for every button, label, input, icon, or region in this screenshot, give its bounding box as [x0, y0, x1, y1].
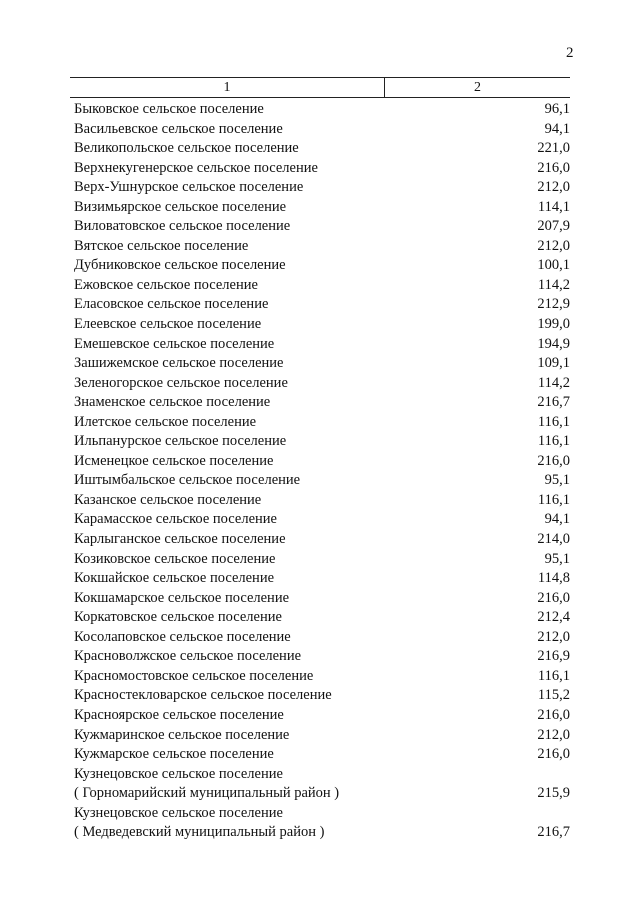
settlement-value: 216,0 [537, 589, 570, 606]
settlement-name-line: Верхнекугенерское сельское поселение [74, 159, 318, 176]
settlement-name [70, 530, 500, 550]
settlement-name-line: Васильевское сельское поселение [74, 120, 283, 137]
settlement-value: 212,0 [537, 726, 570, 743]
settlement-name [70, 667, 500, 687]
table-body [70, 98, 570, 843]
settlement-name [70, 413, 500, 433]
settlement-name [70, 804, 500, 843]
table-row [70, 217, 570, 237]
table-row [70, 393, 570, 413]
settlement-name-line: Кужмаринское сельское поселение [74, 726, 290, 743]
settlement-value: 114,8 [537, 570, 570, 587]
settlement-value: 94,1 [544, 120, 570, 137]
settlement-name [70, 315, 500, 335]
settlement-value: 216,7 [537, 824, 570, 841]
table-row [70, 120, 570, 140]
settlement-value: 216,0 [537, 159, 570, 176]
settlement-name-line: Зашижемское сельское поселение [74, 355, 284, 372]
settlement-name-line: Кузнецовское сельское поселение [74, 804, 283, 821]
settlement-name [70, 100, 500, 120]
settlement-name [70, 159, 500, 179]
settlement-name [70, 745, 500, 765]
settlement-value: 212,0 [537, 628, 570, 645]
table-row [70, 550, 570, 570]
table-row [70, 198, 570, 218]
page-number: 2 [566, 45, 574, 61]
settlement-name [70, 686, 500, 706]
table-row [70, 374, 570, 394]
settlement-value: 207,9 [537, 218, 570, 235]
settlement-name-line: Дубниковское сельское поселение [74, 257, 286, 274]
settlement-value: 212,9 [537, 296, 570, 313]
table-row [70, 647, 570, 667]
settlement-name [70, 198, 500, 218]
settlement-name [70, 628, 500, 648]
settlement-name-line: Коркатовское сельское поселение [74, 609, 282, 626]
settlement-name-line: Карамасское сельское поселение [74, 511, 277, 528]
table-row [70, 628, 570, 648]
settlement-name-line: Кокшамарское сельское поселение [74, 589, 290, 606]
settlement-name-line: Ежовское сельское поселение [74, 276, 258, 293]
settlement-name [70, 393, 500, 413]
settlement-name [70, 765, 500, 804]
settlement-name-line: Иштымбальское сельское поселение [74, 472, 301, 489]
table-row [70, 159, 570, 179]
settlement-name-line: Косолаповское сельское поселение [74, 628, 291, 645]
table-header [70, 77, 570, 98]
table-row [70, 178, 570, 198]
settlement-name [70, 491, 500, 511]
settlement-value: 221,0 [537, 140, 570, 157]
settlement-name-line: Верх-Ушнурское сельское поселение [74, 179, 304, 196]
settlement-name-line: Казанское сельское поселение [74, 491, 262, 508]
settlement-value: 100,1 [537, 257, 570, 274]
table-row [70, 335, 570, 355]
settlement-name [70, 510, 500, 530]
settlement-value: 212,0 [537, 179, 570, 196]
settlement-value: 114,1 [537, 198, 570, 215]
settlement-value: 95,1 [544, 472, 570, 489]
settlement-name [70, 120, 500, 140]
table-row [70, 237, 570, 257]
settlement-name-line: Виловатовское сельское поселение [74, 218, 291, 235]
settlement-value: 216,0 [537, 452, 570, 469]
settlement-value: 215,9 [537, 785, 570, 802]
table-row [70, 510, 570, 530]
table-row [70, 452, 570, 472]
table-row [70, 608, 570, 628]
table-row [70, 413, 570, 433]
table-row [70, 471, 570, 491]
table-row [70, 589, 570, 609]
table-row [70, 315, 570, 335]
settlement-name-line: Исменецкое сельское поселение [74, 452, 274, 469]
settlement-value: 115,2 [537, 687, 570, 704]
settlement-name [70, 354, 500, 374]
settlement-name-line: Красноволжское сельское поселение [74, 648, 302, 665]
table-row [70, 354, 570, 374]
table-row [70, 256, 570, 276]
settlement-name [70, 139, 500, 159]
settlement-name-line: Кужмарское сельское поселение [74, 746, 274, 763]
settlement-name-line: ( Медведевский муниципальный район ) [74, 824, 325, 841]
settlement-name-line: Визимьярское сельское поселение [74, 198, 287, 215]
settlement-value: 212,0 [537, 237, 570, 254]
settlement-value: 94,1 [544, 511, 570, 528]
settlement-name [70, 432, 500, 452]
settlement-name-line: Кокшайское сельское поселение [74, 570, 275, 587]
settlement-value: 109,1 [537, 355, 570, 372]
table-row [70, 569, 570, 589]
settlement-name-line: Илетское сельское поселение [74, 413, 257, 430]
table-row [70, 765, 570, 804]
settlement-name-line: ( Горномарийский муниципальный район ) [74, 785, 340, 802]
settlement-name-line: Знаменское сельское поселение [74, 394, 271, 411]
settlement-name [70, 295, 500, 315]
settlement-name [70, 569, 500, 589]
settlement-name-line: Вятское сельское поселение [74, 237, 249, 254]
table-row [70, 726, 570, 746]
header-col-1: 1 [70, 78, 385, 97]
settlement-name-line: Красномостовское сельское поселение [74, 667, 314, 684]
settlement-name [70, 706, 500, 726]
table-row [70, 667, 570, 687]
table-row [70, 100, 570, 120]
settlement-name [70, 178, 500, 198]
settlement-name [70, 608, 500, 628]
settlement-value: 96,1 [544, 101, 570, 117]
settlement-name [70, 217, 500, 237]
settlement-name-line: Великопольское сельское поселение [74, 140, 299, 157]
settlement-value: 116,1 [537, 667, 570, 684]
settlement-value: 114,2 [537, 374, 570, 391]
settlement-value: 116,1 [537, 491, 570, 508]
table-row [70, 804, 570, 843]
settlement-name-line: Ильпанурское сельское поселение [74, 433, 287, 450]
settlement-name [70, 452, 500, 472]
settlement-name-line: Быковское сельское поселение [74, 101, 264, 117]
settlement-name [70, 471, 500, 491]
settlement-name-line: Козиковское сельское поселение [74, 550, 276, 567]
settlement-name-line: Красноярское сельское поселение [74, 706, 284, 723]
settlement-value: 116,1 [537, 433, 570, 450]
settlement-name [70, 647, 500, 667]
settlement-name [70, 550, 500, 570]
header-col-2: 2 [474, 80, 481, 95]
settlement-value: 216,9 [537, 648, 570, 665]
table-row [70, 432, 570, 452]
table-row [70, 530, 570, 550]
settlement-value: 216,7 [537, 394, 570, 411]
settlement-name [70, 276, 500, 296]
settlement-value: 212,4 [537, 609, 570, 626]
settlement-value: 116,1 [537, 413, 570, 430]
settlement-name-line: Зеленогорское сельское поселение [74, 374, 288, 391]
table-row [70, 745, 570, 765]
settlement-name-line: Елеевское сельское поселение [74, 316, 262, 333]
settlement-value: 95,1 [544, 550, 570, 567]
settlement-value: 216,0 [537, 706, 570, 723]
table-row [70, 686, 570, 706]
settlement-value: 194,9 [537, 335, 570, 352]
settlement-name-line: Емешевское сельское поселение [74, 335, 275, 352]
settlement-value: 114,2 [537, 276, 570, 293]
settlement-name-line: Еласовское сельское поселение [74, 296, 269, 313]
settlement-name-line: Кузнецовское сельское поселение [74, 765, 283, 782]
settlements-table [70, 77, 570, 843]
settlement-value: 216,0 [537, 746, 570, 763]
settlement-name-line: Красностекловарское сельское поселение [74, 687, 332, 704]
table-row [70, 491, 570, 511]
settlement-name [70, 335, 500, 355]
table-row [70, 706, 570, 726]
settlement-value: 199,0 [537, 316, 570, 333]
table-row [70, 295, 570, 315]
settlement-name [70, 726, 500, 746]
table-row [70, 276, 570, 296]
settlement-name [70, 374, 500, 394]
settlement-name-line: Карлыганское сельское поселение [74, 531, 286, 548]
settlement-name [70, 237, 500, 257]
settlement-name [70, 589, 500, 609]
settlement-value: 214,0 [537, 531, 570, 548]
table-row [70, 139, 570, 159]
settlement-name [70, 256, 500, 276]
